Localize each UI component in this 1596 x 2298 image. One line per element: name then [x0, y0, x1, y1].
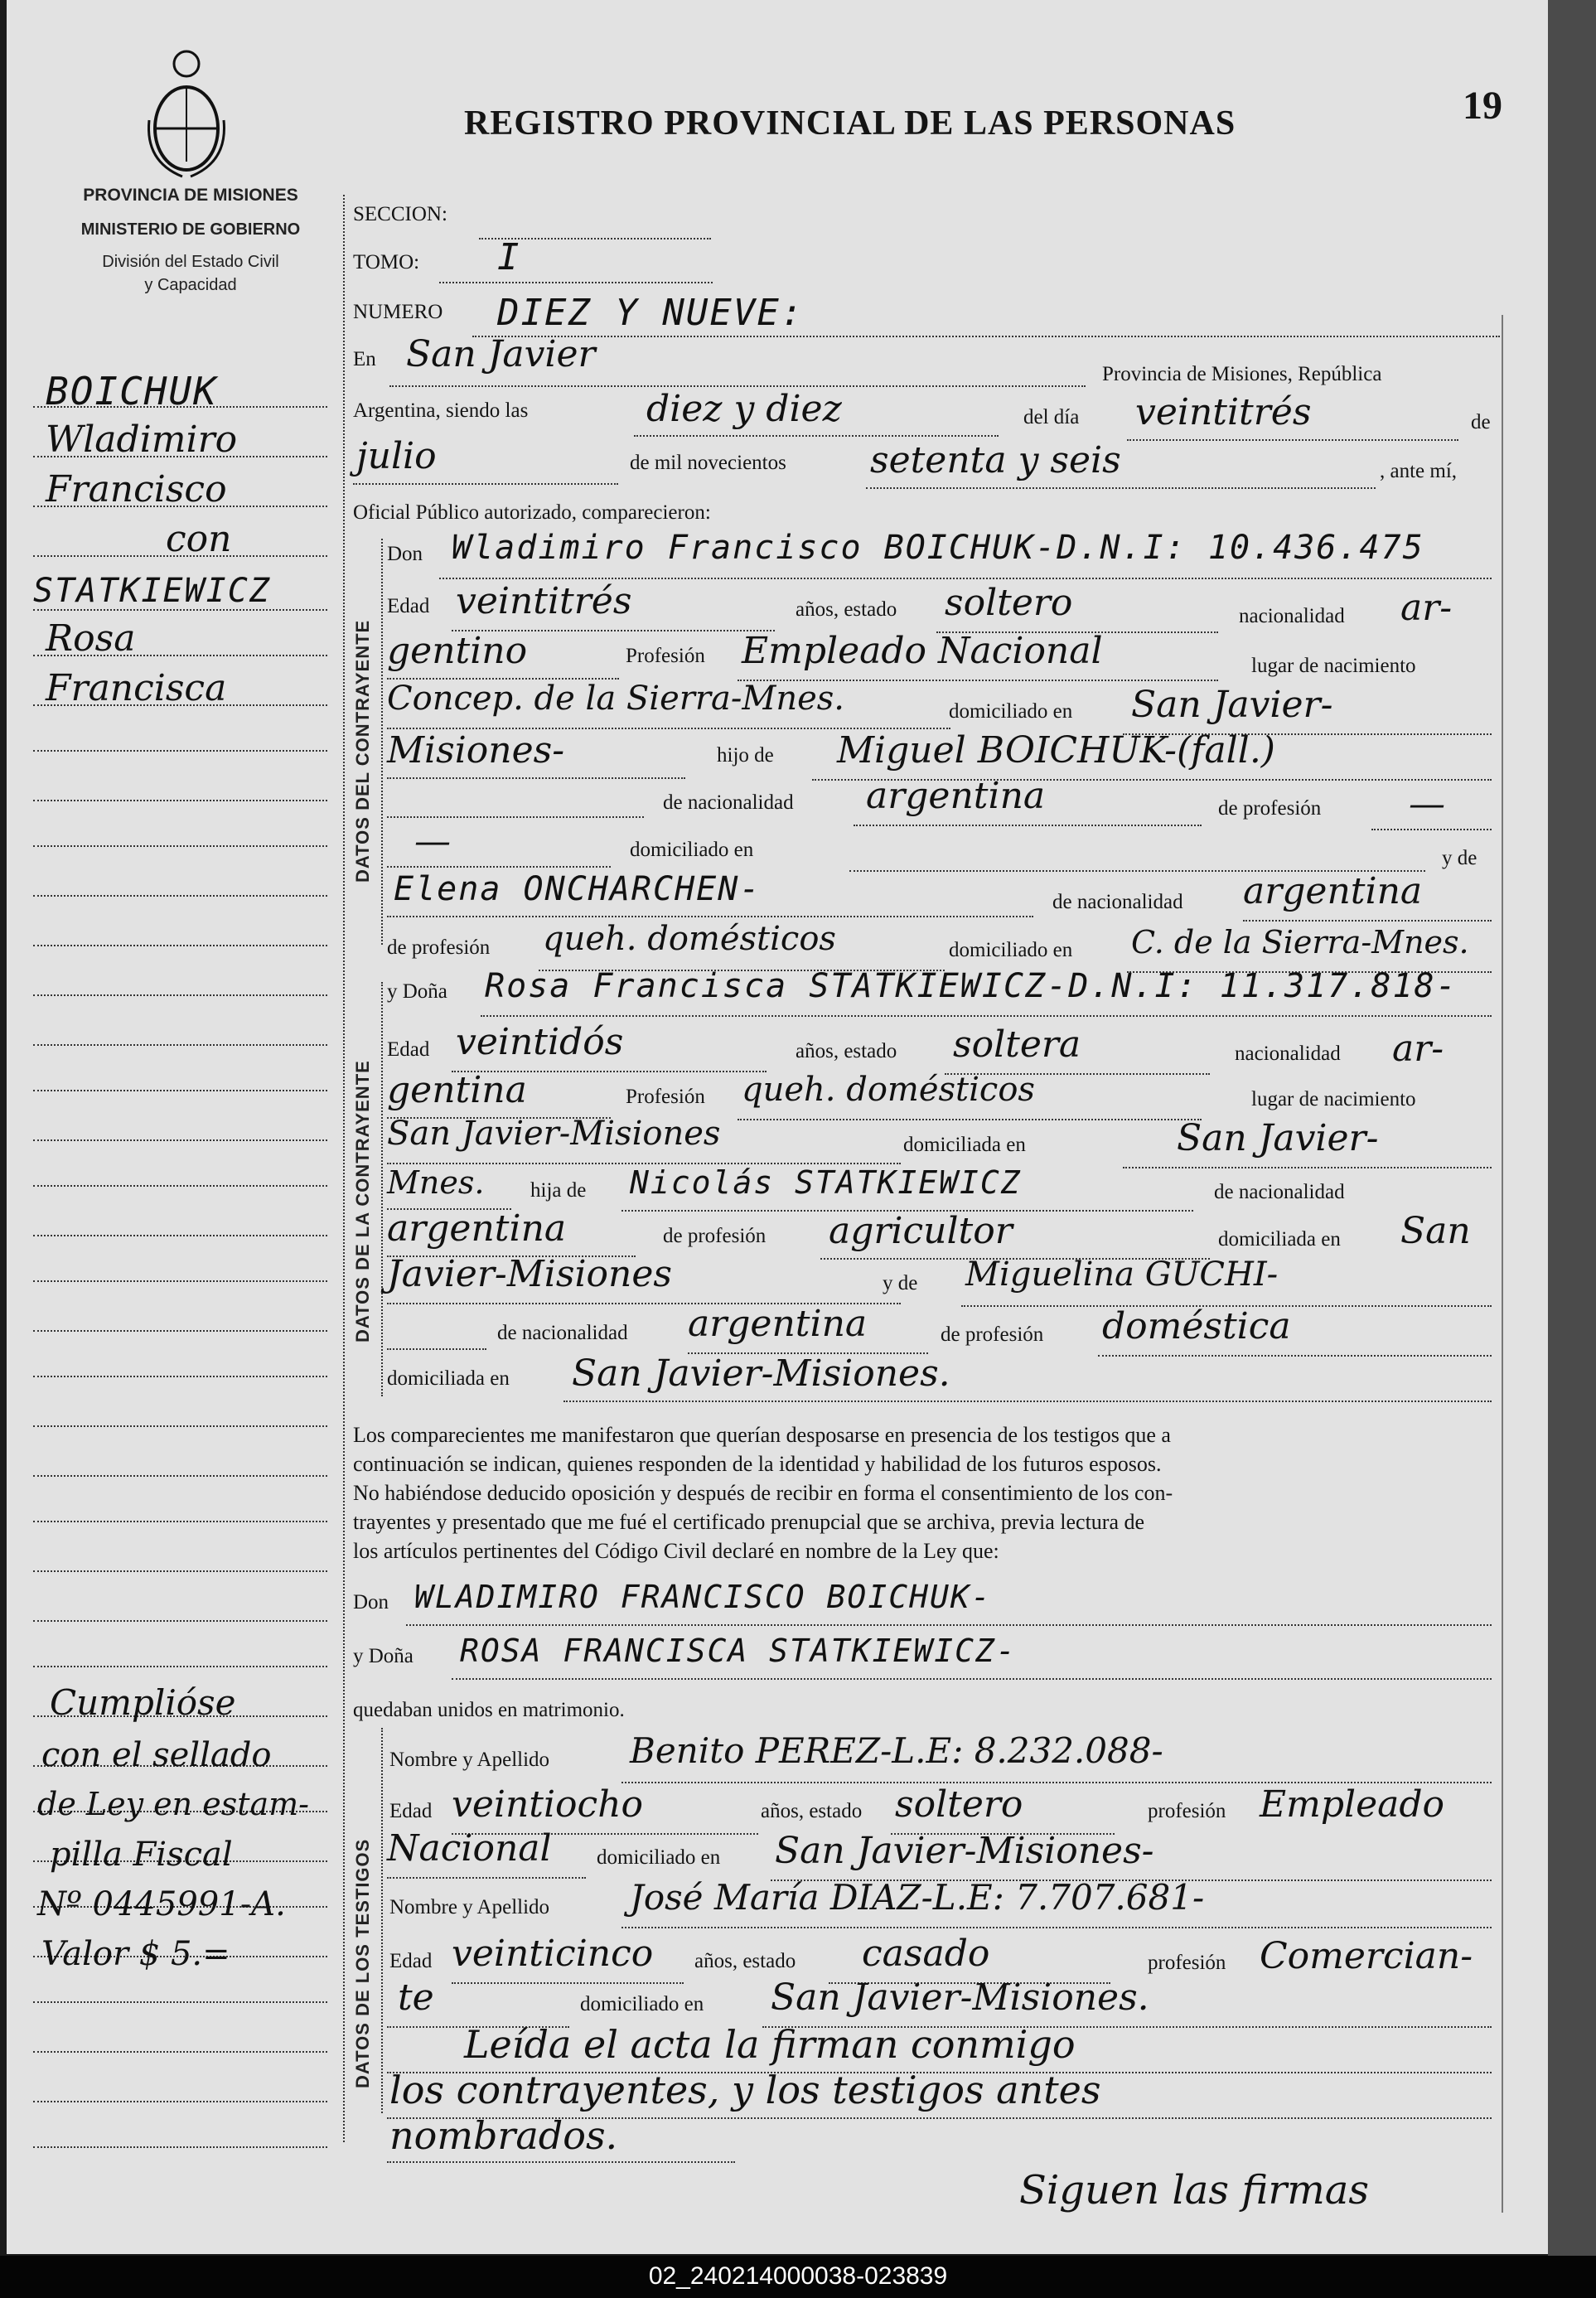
- margin-line: [33, 945, 327, 946]
- datos-testigos-label: DATOS DE LOS TESTIGOS: [352, 1838, 373, 2088]
- datos-contrayente-label: DATOS DEL CONTRAYENTE: [352, 619, 373, 883]
- margin-note-line: BOICHUK: [46, 369, 218, 414]
- tomo-label: TOMO:: [353, 251, 420, 273]
- don-profesion-value: Empleado Nacional: [742, 630, 1103, 672]
- don-label: Don: [387, 543, 423, 565]
- t2-profesion-label: profesión: [1148, 1952, 1226, 1974]
- t2-nombre-line: [621, 1927, 1492, 1928]
- padre-nac-value: argentina: [866, 775, 1046, 817]
- t1-edad-value: veintiocho: [452, 1783, 644, 1826]
- dona-dom-line: [1123, 1167, 1492, 1168]
- final-dona-label: y Doña: [353, 1645, 414, 1667]
- t2-edad-label: Edad: [389, 1950, 433, 1972]
- t1-estado-value: soltero: [895, 1783, 1023, 1826]
- t2-nombre-label: Nombre y Apellido: [389, 1896, 550, 1918]
- margin-line: [33, 1185, 327, 1187]
- closing-text-3: nombrados.: [389, 2113, 618, 2158]
- margin-line: [33, 1235, 327, 1236]
- dona-madre-dom-line: [563, 1401, 1492, 1402]
- anio-value: setenta y seis: [870, 439, 1121, 481]
- dona-madre-nac-value: argentina: [688, 1303, 868, 1345]
- margin-line: [33, 1280, 327, 1282]
- padre-nac-blank: [387, 816, 644, 818]
- quedaban-label: quedaban unidos en matrimonio.: [353, 1699, 625, 1721]
- margin-line: [33, 1570, 327, 1572]
- hora-line: [634, 435, 999, 437]
- hijo-de-label: hijo de: [717, 744, 774, 767]
- page-title: REGISTRO PROVINCIAL DE LAS PERSONAS: [464, 104, 1236, 143]
- dona-padre-prof-value: agricultor: [829, 1210, 1013, 1252]
- don-edad-value: veintitrés: [456, 580, 632, 622]
- final-dona-value: ROSA FRANCISCA STATKIEWICZ-: [460, 1633, 1017, 1669]
- division-label-2: y Capacidad: [144, 276, 237, 294]
- padre-dom-line-1: [387, 866, 611, 868]
- dona-padre-dom-value-2: Javier-Misiones: [387, 1253, 672, 1295]
- domiciliado-label: domiciliado en: [949, 700, 1073, 723]
- dona-padre-dom-value-1: San: [1400, 1210, 1471, 1252]
- fiscal-note-line: Cumplióse: [50, 1682, 236, 1723]
- margin-line: [33, 1620, 327, 1622]
- dona-madre-value: Miguelina GUCHI-: [965, 1255, 1279, 1294]
- madre-nac-label: de nacionalidad: [1052, 891, 1183, 913]
- paragraph-line: No habiéndose deducido oposición y después de recibir en forma el consentimiento de los con-: [353, 1481, 1173, 1505]
- dona-madre-prof-value: doméstica: [1102, 1305, 1291, 1347]
- don-dom-value-1: San Javier-: [1131, 684, 1333, 726]
- dona-line: [481, 1015, 1492, 1017]
- fiscal-note-line: de Ley en estam-: [37, 1786, 309, 1822]
- dona-nac-value-2: gentina: [387, 1069, 527, 1111]
- siendo-label: Argentina, siendo las: [353, 399, 529, 422]
- footer-id: 02_240214000038-023839: [648, 2262, 948, 2290]
- nacionalidad-label: nacionalidad: [1239, 605, 1345, 627]
- margin-line: [33, 1044, 327, 1046]
- dona-nacionalidad-label: nacionalidad: [1235, 1043, 1341, 1065]
- don-nac-value-1: ar-: [1400, 587, 1453, 629]
- madre-dom-value: C. de la Sierra-Mnes.: [1131, 924, 1469, 960]
- fiscal-note-line: Valor $ 5.=: [41, 1935, 230, 1973]
- contrayente-block-line: [381, 539, 383, 945]
- numero-label: NUMERO: [353, 301, 443, 323]
- closing-text-2: los contrayentes, y los testigos antes: [389, 2068, 1101, 2112]
- padre-prof-line: [1371, 829, 1492, 830]
- t2-nombre-value: José María DIAZ-L.E: 7.707.681-: [630, 1877, 1205, 1918]
- t1-profesion-label: profesión: [1148, 1800, 1226, 1822]
- t2-prof-value-2: te: [398, 1976, 434, 2019]
- don-dom-value-2: Misiones-: [387, 729, 565, 772]
- margin-line: [33, 2146, 327, 2148]
- t2-anos-estado-label: años, estado: [694, 1950, 796, 1972]
- testigos-block-line: [381, 1728, 383, 2113]
- dona-padre-nac-label: de nacionalidad: [1214, 1181, 1345, 1203]
- don-name-value: Wladimiro Francisco BOICHUK-D.N.I: 10.436.475: [452, 529, 1424, 567]
- de-mil-label: de mil novecientos: [630, 452, 786, 474]
- book-spine: [1548, 0, 1596, 2298]
- t2-prof-value-1: Comercian-: [1260, 1935, 1473, 1977]
- closing-text-1: Leída el acta la firman conmigo: [464, 2022, 1076, 2067]
- t2-edad-line: [452, 1982, 684, 1984]
- margin-line: [33, 2001, 327, 2003]
- dona-padre-value: Nicolás STATKIEWICZ: [630, 1164, 1022, 1201]
- t1-dom-label: domiciliado en: [597, 1846, 721, 1869]
- madre-prof-value: queh. domésticos: [543, 920, 836, 958]
- numero-value: DIEZ Y NUEVE:: [497, 292, 805, 334]
- de-nacionalidad-label: de nacionalidad: [663, 791, 794, 814]
- en-label: En: [353, 348, 376, 370]
- domicilio-line-2: [387, 777, 685, 779]
- dona-madre-prof-label: de profesión: [941, 1323, 1044, 1346]
- final-don-label: Don: [353, 1591, 389, 1613]
- final-don-line: [406, 1624, 1492, 1626]
- margin-line: [33, 1330, 327, 1332]
- de-profesion-label: de profesión: [1218, 797, 1322, 820]
- t1-prof-line-2: [387, 1877, 586, 1879]
- dia-value: veintitrés: [1135, 391, 1312, 433]
- padre-prof-value: —: [1409, 783, 1445, 825]
- margin-line: [33, 994, 327, 996]
- t1-prof-value-2: Nacional: [387, 1827, 552, 1870]
- margin-line: [33, 1521, 327, 1522]
- padre-nac-line: [854, 825, 1202, 826]
- hija-de-label: hija de: [530, 1179, 587, 1202]
- closing-line-3: [387, 2161, 735, 2163]
- dona-profesion-value: queh. domésticos: [742, 1071, 1035, 1109]
- dona-dom-value-2: Mnes.: [387, 1164, 485, 1201]
- hora-value: diez y diez: [646, 388, 842, 430]
- t1-prof-value-1: Empleado: [1260, 1783, 1445, 1826]
- t2-dom-value: San Javier-Misiones.: [771, 1976, 1149, 2019]
- paragraph-line: Los comparecientes me manifestaron que querían desposarse en presencia de los testigos que a: [353, 1423, 1171, 1447]
- edad-label: Edad: [387, 595, 430, 617]
- margin-note-line: STATKIEWICZ: [33, 572, 271, 610]
- madre-nac-value: argentina: [1243, 870, 1423, 912]
- dona-profesion-line: [738, 1119, 1202, 1120]
- dona-madre-nac-label: de nacionalidad: [497, 1322, 628, 1344]
- dona-padre-nac-value: argentina: [387, 1207, 567, 1250]
- margin-line: [33, 1090, 327, 1091]
- mes-line: [353, 483, 618, 485]
- t2-estado-value: casado: [862, 1933, 990, 1975]
- paragraph-line: los artículos pertinentes del Código Civil declaré en nombre de la Ley que:: [353, 1539, 999, 1563]
- don-nac-value-2: gentino: [387, 630, 528, 672]
- don-padre-value: Miguel BOICHUK-(fall.): [837, 729, 1275, 772]
- dona-edad-label: Edad: [387, 1038, 430, 1061]
- en-line: [389, 385, 1086, 387]
- provincia-label: Provincia de Misiones, República: [1102, 363, 1382, 385]
- final-dona-line: [452, 1678, 1492, 1680]
- madre-prof-label: de profesión: [387, 936, 491, 959]
- division-label-1: División del Estado Civil: [102, 253, 279, 271]
- margin-line: [33, 1666, 327, 1667]
- margin-line: [33, 800, 327, 801]
- don-madre-value: Elena ONCHARCHEN-: [394, 870, 762, 908]
- don-lugar-value: Concep. de la Sierra-Mnes.: [387, 680, 845, 718]
- left-column-divider: [343, 195, 345, 2142]
- t2-dom-label: domiciliado en: [580, 1993, 704, 2015]
- margin-note-line: con: [166, 518, 232, 560]
- dona-name-value: Rosa Francisca STATKIEWICZ-D.N.I: 11.317.818-: [485, 967, 1458, 1005]
- final-don-value: WLADIMIRO FRANCISCO BOICHUK-: [414, 1579, 992, 1615]
- numero-line: [472, 336, 1500, 337]
- coat-of-arms-icon: [141, 46, 232, 178]
- dia-line: [1127, 439, 1458, 441]
- t1-edad-label: Edad: [389, 1800, 433, 1822]
- ministry-label: MINISTERIO DE GOBIERNO: [80, 220, 301, 239]
- anio-line: [866, 487, 1376, 489]
- margin-note-line: Rosa: [46, 617, 136, 660]
- province-label: PROVINCIA DE MISIONES: [83, 186, 298, 205]
- margin-line: [33, 1139, 327, 1141]
- page-number: 19: [1463, 84, 1502, 128]
- t1-dom-value: San Javier-Misiones-: [775, 1830, 1154, 1872]
- en-value: San Javier: [406, 333, 596, 375]
- paragraph-line: trayentes y presentado que me fué el certificado prenupcial que se archiva, previa lectura de: [353, 1510, 1145, 1534]
- dona-edad-value: veintidós: [456, 1021, 624, 1063]
- madre-line: [387, 916, 1033, 917]
- fiscal-note-line: con el sellado: [41, 1736, 272, 1774]
- dona-y-de-label: y de: [883, 1272, 918, 1294]
- paragraph-line: continuación se indican, quienes responden de la identidad y habilidad de los futuros esposos.: [353, 1452, 1162, 1476]
- dona-lugar-value: San Javier-Misiones: [387, 1115, 721, 1153]
- seccion-label: SECCION:: [353, 203, 447, 225]
- dona-madre-prof-line: [1098, 1355, 1492, 1357]
- t1-anos-estado-label: años, estado: [761, 1800, 863, 1822]
- lugar-nac-label: lugar de nacimiento: [1251, 655, 1416, 677]
- t1-nombre-label: Nombre y Apellido: [389, 1749, 550, 1771]
- dona-nac-value-1: ar-: [1392, 1028, 1444, 1070]
- dona-madre-dom-value: San Javier-Misiones.: [572, 1352, 950, 1395]
- oficial-label: Oficial Público autorizado, comparecieron:: [353, 501, 711, 524]
- dona-dom-value-1: San Javier-: [1177, 1117, 1379, 1159]
- dona-lugar-label: lugar de nacimiento: [1251, 1088, 1416, 1110]
- tomo-line: [439, 282, 713, 283]
- don-line: [439, 578, 1492, 579]
- profesion-label: Profesión: [626, 645, 705, 667]
- y-de-label: y de: [1442, 847, 1478, 869]
- margin-line: [33, 1376, 327, 1377]
- t1-nombre-value: Benito PEREZ-L.E: 8.232.088-: [630, 1730, 1163, 1771]
- right-border: [1502, 315, 1503, 2213]
- dona-madre-blank: [387, 1348, 486, 1350]
- tomo-value: I: [497, 236, 521, 278]
- t2-edad-value: veinticinco: [452, 1933, 654, 1975]
- dona-madre-dom-label: domiciliada en: [387, 1367, 510, 1390]
- dona-profesion-label: Profesión: [626, 1086, 705, 1108]
- dona-anos-estado-label: años, estado: [796, 1040, 897, 1062]
- anos-estado-label: años, estado: [796, 598, 897, 621]
- fiscal-note-line: Nº 0445991-A.: [37, 1885, 286, 1923]
- margin-note-line: Francisca: [46, 667, 227, 709]
- padre-dom-dash: —: [414, 820, 451, 863]
- margin-line: [33, 895, 327, 897]
- margin-line: [33, 1425, 327, 1427]
- ante-mi-label: , ante mí,: [1380, 460, 1458, 482]
- fiscal-note-line: pilla Fiscal: [50, 1836, 233, 1874]
- dona-domiciliada-label: domiciliada en: [903, 1134, 1026, 1156]
- mes-value: julio: [356, 435, 437, 477]
- signatures-note: Siguen las firmas: [1019, 2167, 1370, 2213]
- madre-nac-line: [1243, 920, 1492, 922]
- contrayente-f-block-line: [381, 982, 383, 1396]
- margin-line: [33, 2101, 327, 2102]
- dona-estado-value: soltera: [953, 1023, 1081, 1066]
- margin-line: [33, 2051, 327, 2053]
- de-label: de: [1471, 411, 1491, 433]
- margin-line: [33, 1475, 327, 1477]
- madre-dom-label: domiciliado en: [949, 939, 1073, 961]
- padre-domiciliado-label: domiciliado en: [630, 839, 754, 861]
- margin-line: [33, 750, 327, 752]
- margin-note-line: Francisco: [46, 468, 227, 510]
- y-dona-label: y Doña: [387, 980, 447, 1003]
- del-dia-label: del día: [1023, 406, 1080, 428]
- datos-la-contrayente-label: DATOS DE LA CONTRAYENTE: [352, 1060, 373, 1343]
- margin-note-line: Wladimiro: [46, 418, 238, 461]
- dona-padre-prof-label: de profesión: [663, 1225, 767, 1247]
- don-estado-value: soltero: [945, 582, 1073, 624]
- margin-line: [33, 845, 327, 847]
- dona-padre-dom-label: domiciliada en: [1218, 1228, 1341, 1251]
